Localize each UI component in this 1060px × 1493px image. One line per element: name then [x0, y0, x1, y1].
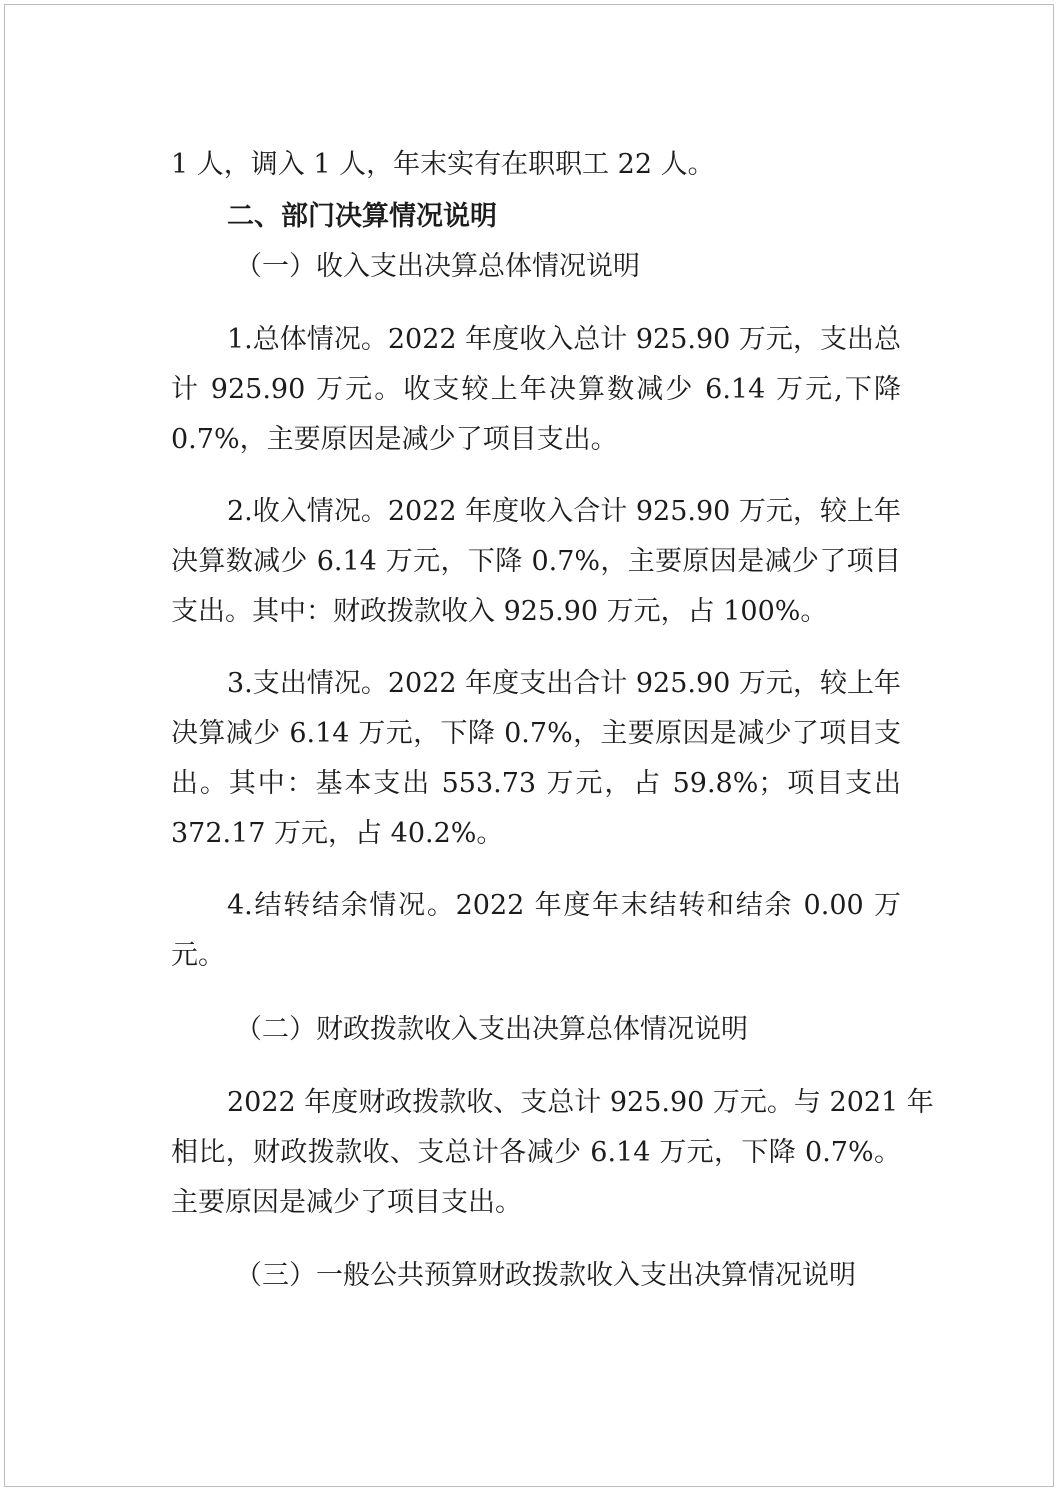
paragraph-line-income-1: 2.收入情况。2022 年度收入合计 925.90 万元，较上年 — [227, 496, 901, 527]
subsection-heading-general-public-budget: （三）一般公共预算财政拨款收入支出决算情况说明 — [235, 1260, 856, 1291]
paragraph-line-expense-3: 出。其中：基本支出 553.73 万元，占 59.8%；项目支出 — [171, 768, 901, 799]
paragraph-line-overview-2: 计 925.90 万元。收支较上年决算数减少 6.14 万元,下降 — [171, 374, 901, 405]
paragraph-line-overview-3: 0.7%，主要原因是减少了项目支出。 — [171, 424, 618, 455]
paragraph-line-overview-1: 1.总体情况。2022 年度收入总计 925.90 万元，支出总 — [227, 324, 901, 355]
document-page — [4, 4, 1054, 1487]
subsection-heading-fiscal-appropriation: （二）财政拨款收入支出决算总体情况说明 — [235, 1014, 748, 1045]
paragraph-line-fiscal-2: 相比，财政拨款收、支总计各减少 6.14 万元，下降 0.7%。 — [171, 1137, 901, 1168]
paragraph-line-balance-1: 4.结转结余情况。2022 年度年末结转和结余 0.00 万 — [227, 890, 901, 921]
paragraph-line-expense-1: 3.支出情况。2022 年度支出合计 925.90 万元，较上年 — [227, 668, 901, 699]
paragraph-line-fiscal-3: 主要原因是减少了项目支出。 — [171, 1187, 522, 1218]
paragraph-line-balance-2: 元。 — [171, 940, 225, 971]
paragraph-line-expense-2: 决算减少 6.14 万元，下降 0.7%，主要原因是减少了项目支 — [171, 718, 901, 749]
paragraph-line-expense-4: 372.17 万元，占 40.2%。 — [171, 818, 504, 849]
paragraph-line-fiscal-1: 2022 年度财政拨款收、支总计 925.90 万元。与 2021 年 — [227, 1087, 934, 1118]
paragraph-line-income-2: 决算数减少 6.14 万元，下降 0.7%，主要原因是减少了项目 — [171, 546, 901, 577]
paragraph-line-income-3: 支出。其中：财政拨款收入 925.90 万元，占 100%。 — [171, 596, 828, 627]
section-heading-dept-accounts: 二、部门决算情况说明 — [227, 201, 497, 232]
paragraph-line-staff-count: 1 人，调入 1 人，年末实有在职职工 22 人。 — [171, 149, 715, 180]
subsection-heading-income-expense: （一）收入支出决算总体情况说明 — [235, 251, 640, 282]
